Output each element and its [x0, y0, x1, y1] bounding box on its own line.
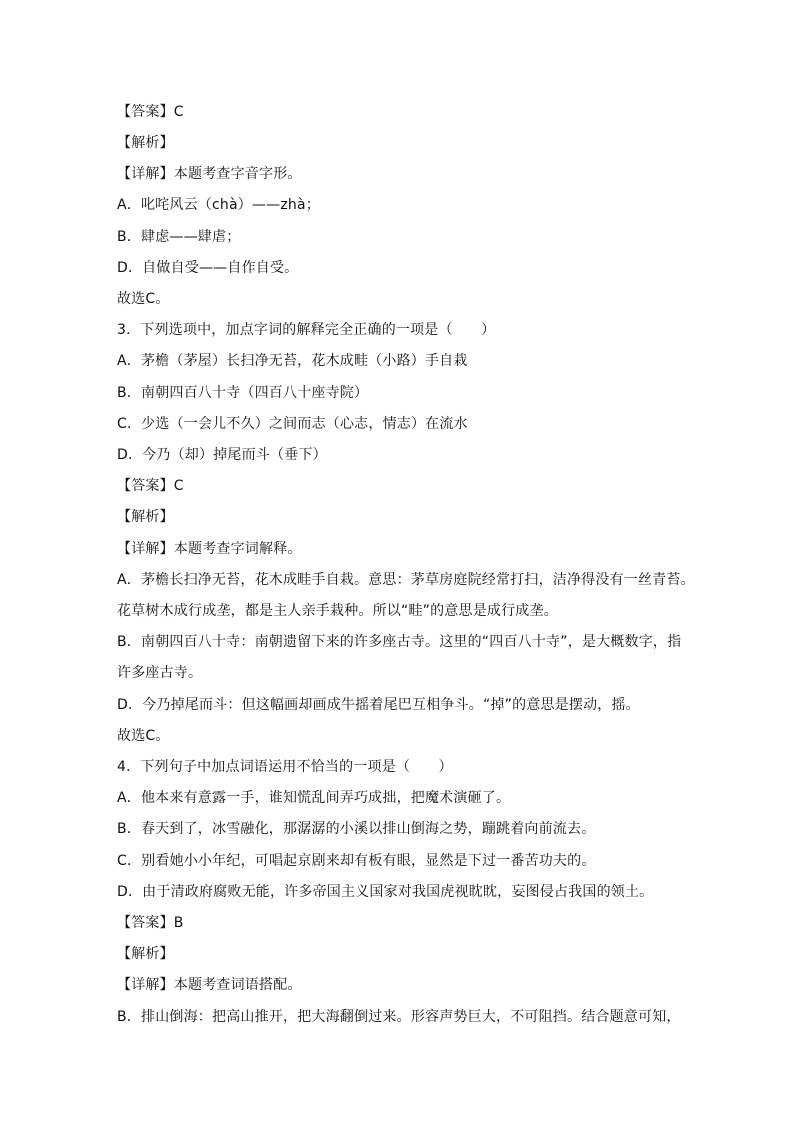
analysis-label: 【解析】 — [117, 509, 174, 525]
conclusion-line: 故选C。 — [117, 291, 170, 307]
answer-label: 【答案】C — [117, 478, 184, 494]
detail-line: 【详解】本题考查字词解释。 — [117, 541, 302, 557]
explanation-line: D．今乃掉尾而斗：但这幅画却画成牛摇着尾巴互相争斗。“掉”的意思是摆动，摇。 — [117, 697, 640, 713]
q3-option-d: D．今乃（却）掉尾而斗（垂下） — [117, 447, 327, 463]
q3-option-c: C．少选（一会儿不久）之间而志（心志，情志）在流水 — [117, 416, 468, 432]
explanation-line: 花草树木成行成垄，都是主人亲手栽种。所以“畦”的意思是成行成垄。 — [117, 603, 558, 619]
detail-line: 【详解】本题考查字音字形。 — [117, 166, 302, 182]
analysis-label: 【解析】 — [117, 135, 174, 151]
option-a-line: A．叱咤风云（chà）——zhà； — [117, 197, 320, 213]
explanation-line: A．茅檐长扫净无苔，花木成畦手自栽。意思：茅草房庭院经常打扫，洁净得没有一丝青苔。 — [117, 572, 695, 588]
q3-option-b: B．南朝四百八十寺（四百八十座寺院） — [117, 385, 369, 401]
answer-label: 【答案】C — [117, 104, 184, 120]
explanation-line: 许多座古寺。 — [117, 665, 203, 681]
q4-option-c: C．别看她小小年纪，可唱起京剧来却有板有眼，显然是下过一番苦功夫的。 — [117, 853, 596, 869]
question-3: 3．下列选项中，加点字词的解释完全正确的一项是（ ） — [117, 322, 496, 338]
option-b-line: B．肆虑——肆虐； — [117, 229, 241, 245]
q4-option-d: D．由于清政府腐败无能，许多帝国主义国家对我国虎视眈眈，妄图侵占我国的领土。 — [117, 884, 654, 900]
explanation-line: B．排山倒海：把高山推开，把大海翻倒过来。形容声势巨大，不可阻挡。结合题意可知， — [117, 1009, 681, 1025]
q3-option-a: A．茅檐（茅屋）长扫净无苔，花木成畦（小路）手自栽 — [117, 353, 468, 369]
explanation-line: B．南朝四百八十寺：南朝遗留下来的许多座古寺。这里的“四百八十寺”，是大概数字，指 — [117, 634, 682, 650]
conclusion-line: 故选C。 — [117, 728, 170, 744]
analysis-label: 【解析】 — [117, 946, 174, 962]
question-4: 4．下列句子中加点词语运用不恰当的一项是（ ） — [117, 759, 453, 775]
option-d-line: D．自做自受——自作自受。 — [117, 260, 299, 276]
q4-option-b: B．春天到了，冰雪融化，那潺潺的小溪以排山倒海之势，蹦跳着向前流去。 — [117, 821, 596, 837]
answer-label: 【答案】B — [117, 915, 184, 931]
detail-line: 【详解】本题考查词语搭配。 — [117, 977, 302, 993]
q4-option-a: A．他本来有意露一手，谁知慌乱间弄巧成拙，把魔术演砸了。 — [117, 790, 511, 806]
